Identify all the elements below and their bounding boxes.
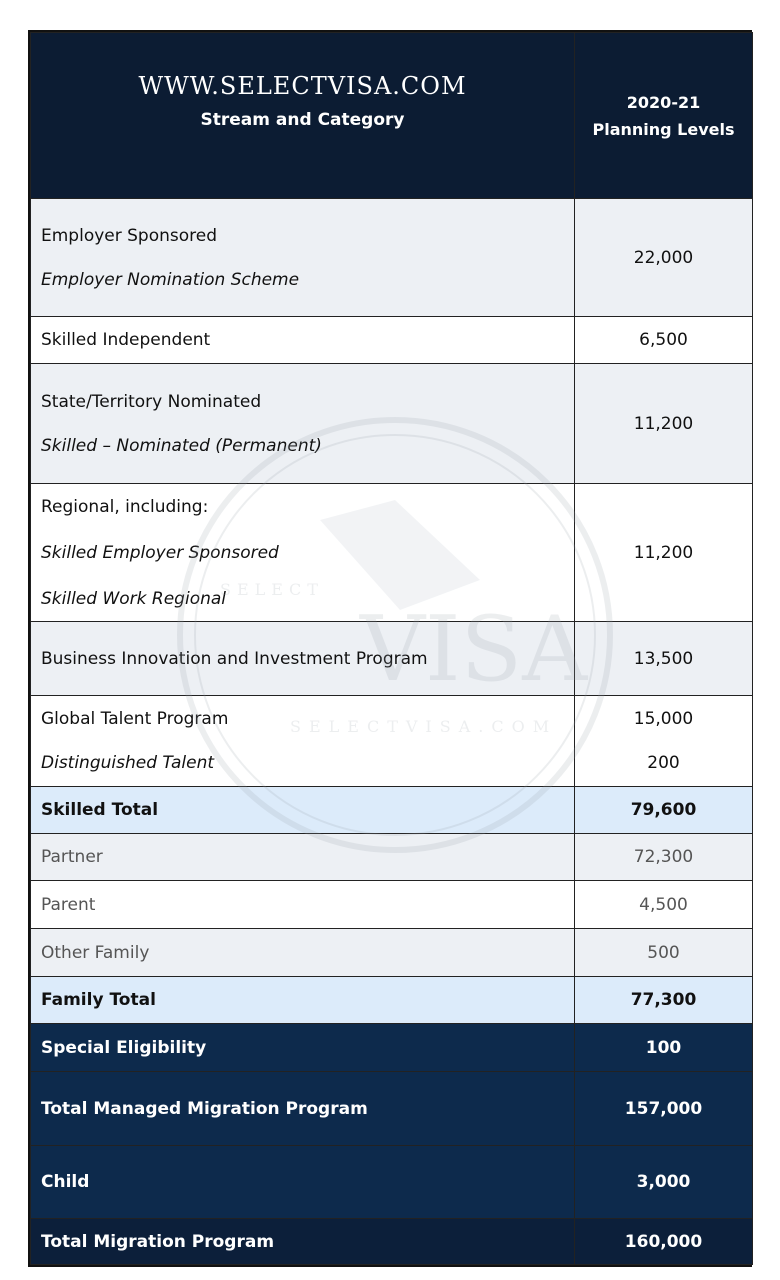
header-planning-levels: Planning Levels bbox=[592, 119, 735, 139]
migration-planning-table bbox=[28, 30, 752, 1267]
row-value: 79,600 bbox=[575, 787, 753, 834]
subtotal-row bbox=[31, 787, 753, 834]
row-value: 11,200 bbox=[575, 364, 753, 484]
row-sublabel: Distinguished Talent bbox=[41, 753, 215, 773]
row-label: Total Managed Migration Program bbox=[31, 1072, 575, 1146]
row-label: Business Innovation and Investment Program bbox=[31, 622, 575, 696]
table-row bbox=[31, 696, 753, 787]
planning-levels-table bbox=[30, 32, 753, 1265]
row-label: Family Total bbox=[31, 977, 575, 1024]
header-planning-cell bbox=[575, 33, 753, 199]
row-label: Skilled Independent bbox=[31, 317, 575, 364]
row-value: 160,000 bbox=[575, 1219, 753, 1265]
row-label-cell bbox=[31, 199, 575, 317]
total-row bbox=[31, 1024, 753, 1072]
row-label-cell bbox=[31, 484, 575, 622]
row-value: 15,000 bbox=[633, 709, 694, 729]
row-sublabel: Skilled Employer Sponsored bbox=[41, 542, 279, 563]
row-sublabel: Employer Nomination Scheme bbox=[41, 269, 300, 290]
header-stream-category: Stream and Category bbox=[200, 109, 405, 130]
row-label: Global Talent Program bbox=[41, 709, 229, 729]
row-label: Other Family bbox=[31, 929, 575, 977]
row-value: 22,000 bbox=[575, 199, 753, 317]
grand-total-row bbox=[31, 1219, 753, 1265]
row-sublabel: Skilled Work Regional bbox=[41, 588, 227, 609]
header-stream-cell bbox=[31, 33, 575, 199]
table-row bbox=[31, 199, 753, 317]
table-row bbox=[31, 317, 753, 364]
row-value: 500 bbox=[575, 929, 753, 977]
site-url: WWW.SELECTVISA.COM bbox=[138, 71, 467, 100]
row-value: 3,000 bbox=[575, 1146, 753, 1219]
row-label: Parent bbox=[31, 881, 575, 929]
row-value: 13,500 bbox=[575, 622, 753, 696]
table-row bbox=[31, 881, 753, 929]
subtotal-row bbox=[31, 977, 753, 1024]
row-label-cell bbox=[31, 696, 575, 787]
row-label: Skilled Total bbox=[31, 787, 575, 834]
row-value: 11,200 bbox=[575, 484, 753, 622]
row-label: Special Eligibility bbox=[31, 1024, 575, 1072]
row-value: 72,300 bbox=[575, 834, 753, 881]
row-value: 6,500 bbox=[575, 317, 753, 364]
row-label: Regional, including: bbox=[41, 496, 209, 517]
row-label: Child bbox=[31, 1146, 575, 1219]
table-row bbox=[31, 364, 753, 484]
row-label: Total Migration Program bbox=[31, 1219, 575, 1265]
row-label-cell bbox=[31, 364, 575, 484]
row-label: Partner bbox=[31, 834, 575, 881]
row-value: 4,500 bbox=[575, 881, 753, 929]
total-row bbox=[31, 1072, 753, 1146]
total-row bbox=[31, 1146, 753, 1219]
table-row bbox=[31, 622, 753, 696]
row-value: 100 bbox=[575, 1024, 753, 1072]
row-value: 157,000 bbox=[575, 1072, 753, 1146]
header-year: 2020-21 bbox=[626, 92, 701, 112]
table-row bbox=[31, 929, 753, 977]
row-label: State/Territory Nominated bbox=[41, 391, 262, 412]
table-row bbox=[31, 484, 753, 622]
table-header-row bbox=[31, 33, 753, 199]
row-sublabel: Skilled – Nominated (Permanent) bbox=[41, 435, 322, 456]
row-value-cell bbox=[575, 696, 753, 787]
row-label: Employer Sponsored bbox=[41, 225, 218, 246]
row-value: 77,300 bbox=[575, 977, 753, 1024]
table-row bbox=[31, 834, 753, 881]
row-subvalue: 200 bbox=[647, 753, 680, 773]
